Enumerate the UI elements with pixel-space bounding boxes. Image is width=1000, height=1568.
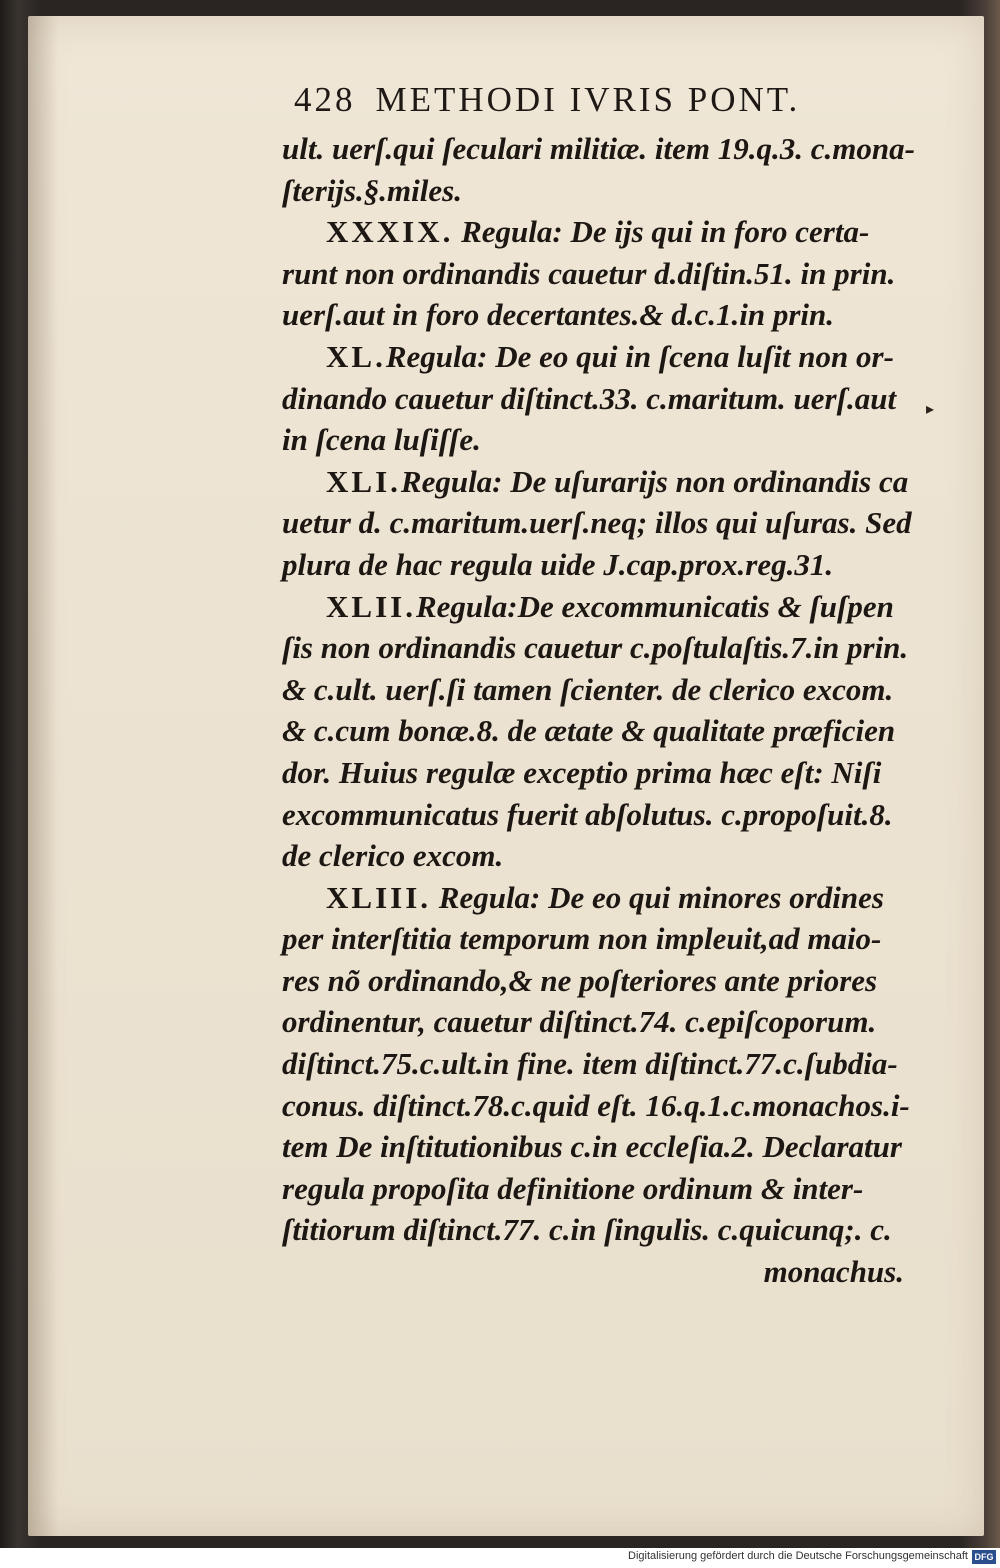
text-line xyxy=(282,1209,922,1251)
digitization-credit: Digitalisierung gefördert durch die Deutsche Forschungsgemeinschaft xyxy=(628,1550,968,1562)
text-line xyxy=(282,502,922,544)
line-text: uerſ.aut in foro decertantes.& d.c.1.in prin. xyxy=(282,297,835,333)
line-text: Regula: De uſurarijs non ordinandis ca xyxy=(400,463,909,499)
text-line xyxy=(282,294,922,336)
text-line xyxy=(282,1168,922,1210)
rule-number: XLI. xyxy=(326,463,401,499)
text-line xyxy=(282,544,922,586)
line-text: tem De inſtitutionibus c.in eccleſia.2. Declaratur xyxy=(282,1129,902,1165)
body-text xyxy=(282,128,922,1288)
text-line xyxy=(282,1043,922,1085)
rule-number: XLII. xyxy=(326,588,416,624)
text-line xyxy=(282,211,922,253)
text-line xyxy=(282,1001,922,1043)
text-line xyxy=(282,710,922,752)
line-text: monachus. xyxy=(763,1254,904,1290)
text-line xyxy=(282,794,922,836)
line-text: ſterijs.§.miles. xyxy=(282,172,462,208)
line-text: de clerico excom. xyxy=(282,838,504,874)
line-text: uetur d. c.maritum.uerſ.neq; illos qui uſuras. Sed xyxy=(282,505,912,541)
line-text: plura de hac regula uide J.cap.prox.reg.31. xyxy=(282,546,834,582)
text-line xyxy=(282,128,922,170)
text-line xyxy=(282,960,922,1002)
running-title: METHODI IVRIS PONT. xyxy=(375,80,801,119)
line-text: & c.ult. uerſ.ſi tamen ſcienter. de clerico excom. xyxy=(282,671,894,707)
text-line xyxy=(282,378,922,420)
text-line xyxy=(282,627,922,669)
line-text: Regula: De eo qui in ſcena luſit non or- xyxy=(385,338,894,374)
line-text: ordinentur, cauetur diſtinct.74. c.epiſcoporum. xyxy=(282,1004,877,1040)
page-number: 428 xyxy=(294,80,356,119)
text-line xyxy=(282,669,922,711)
line-text: excommunicatus fuerit abſolutus. c.propoſuit.8. xyxy=(282,796,893,832)
rule-number: XL. xyxy=(326,338,386,374)
text-line xyxy=(282,1085,922,1127)
line-text: dinando cauetur diſtinct.33. c.maritum. uerſ.aut xyxy=(282,380,897,416)
line-text: & c.cum bonæ.8. de ætate & qualitate præficien xyxy=(282,713,896,749)
text-line xyxy=(282,253,922,295)
line-text: ult. uerſ.qui ſeculari militiæ. item 19.q.3. c.mona- xyxy=(282,131,915,166)
line-text: ſis non ordinandis cauetur c.poſtulaſtis.7.in prin. xyxy=(282,630,909,666)
line-text: ſtitiorum diſtinct.77. c.in ſingulis. c.quicunq;. c. xyxy=(282,1212,892,1248)
text-line xyxy=(282,419,922,461)
text-line xyxy=(282,170,922,212)
text-line xyxy=(282,336,922,378)
line-text: diſtinct.75.c.ult.in fine. item diſtinct.77.c.ſubdia- xyxy=(282,1046,898,1082)
rule-number: XXXIX. xyxy=(326,214,454,250)
line-text: per interſtitia temporum non impleuit,ad maio- xyxy=(282,921,882,957)
text-line xyxy=(282,752,922,794)
margin-mark: ▸ xyxy=(926,399,935,418)
line-text: Regula: De ijs qui in foro certa- xyxy=(453,214,870,250)
text-line xyxy=(282,835,922,877)
line-text: Regula:De excommunicatis & ſuſpen xyxy=(415,588,894,624)
rule-number: XLIII. xyxy=(326,879,432,915)
text-line xyxy=(282,1126,922,1168)
line-text: Regula: De eo qui minores ordines xyxy=(431,879,884,915)
line-text: conus. diſtinct.78.c.quid eſt. 16.q.1.c.monachos.i- xyxy=(282,1087,910,1123)
line-text: in ſcena luſiſſe. xyxy=(282,422,481,458)
text-line xyxy=(282,918,922,960)
line-text: regula propoſita definitione ordinum & inter- xyxy=(282,1170,864,1206)
text-line xyxy=(282,1251,922,1293)
running-head xyxy=(294,80,914,126)
text-line xyxy=(282,461,922,503)
dfg-logo: DFG xyxy=(972,1550,996,1564)
text-line xyxy=(282,877,922,919)
line-text: runt non ordinandis cauetur d.diſtin.51. in prin. xyxy=(282,255,896,291)
text-line xyxy=(282,586,922,628)
line-text: dor. Huius regulæ exceptio prima hæc eſt: Niſi xyxy=(282,754,882,790)
line-text: res nõ ordinando,& ne poſteriores ante priores xyxy=(282,962,878,998)
